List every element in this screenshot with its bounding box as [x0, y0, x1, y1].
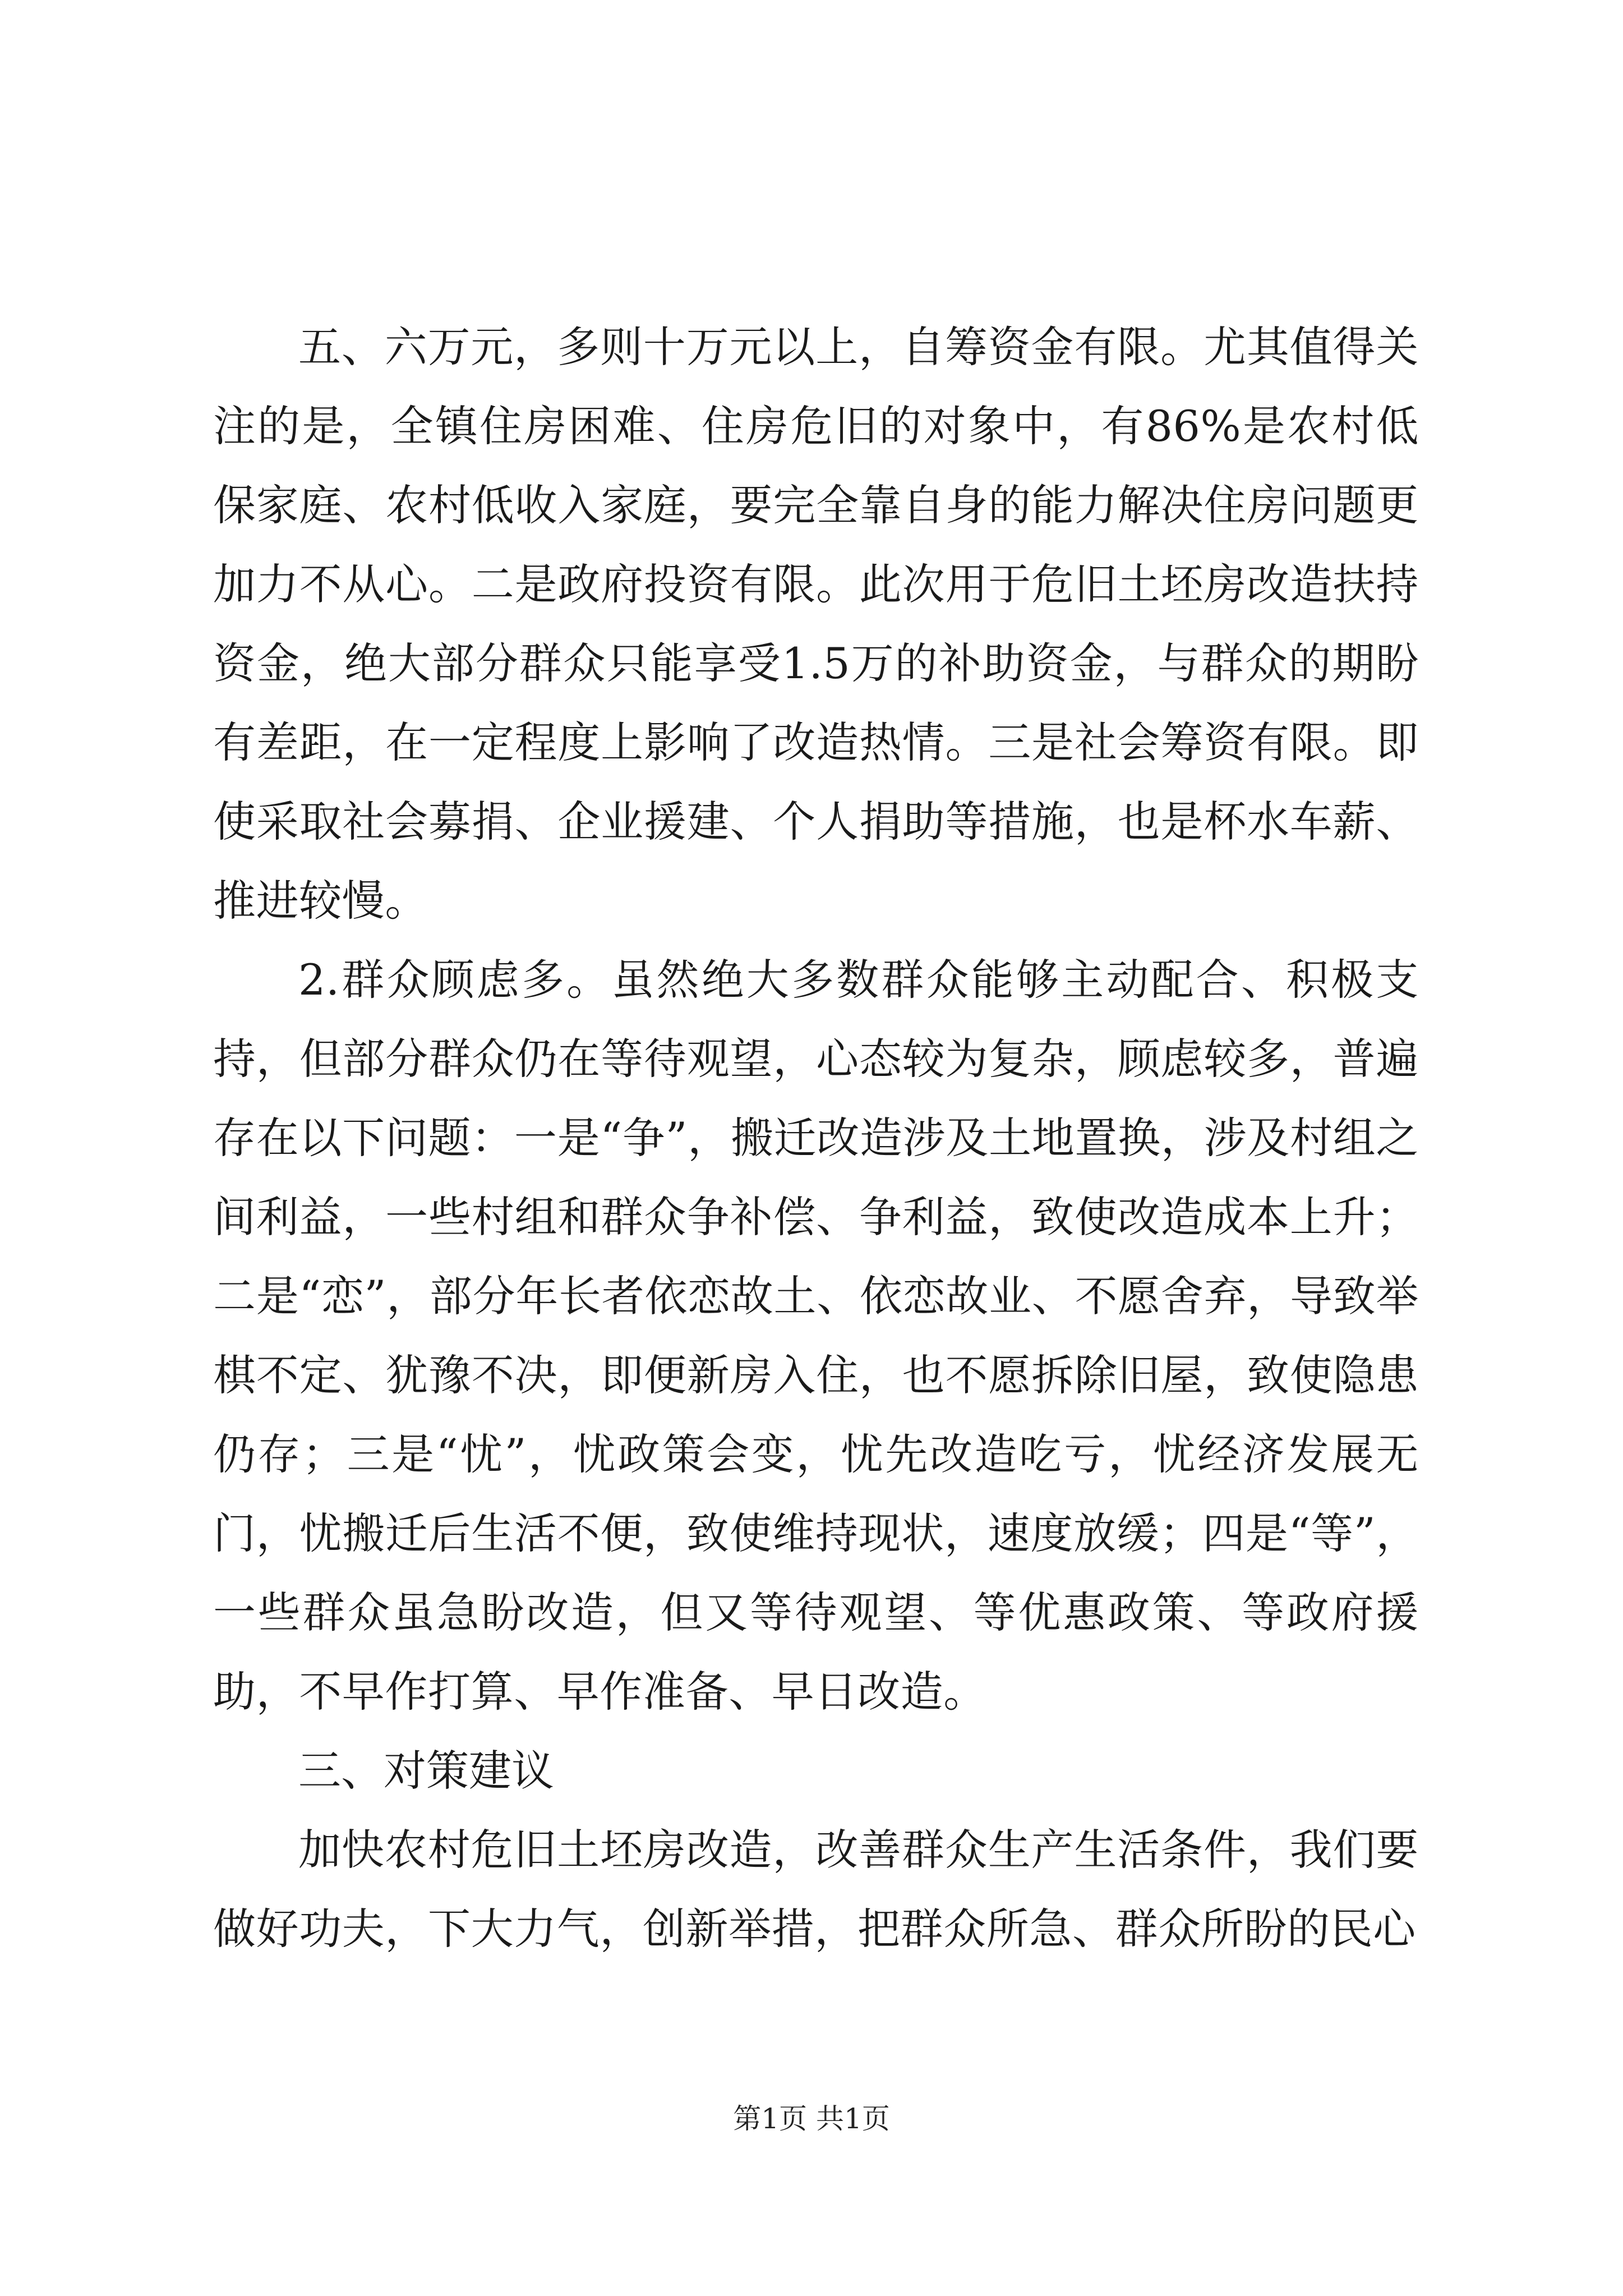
paragraph-concerns: 2.群众顾虑多。虽然绝大多数群众能够主动配合、积极支持，但部分群众仍在等待观望，心态较为复杂，顾虑较多，普遍存在以下问题：一是“争”，搬迁改造涉及土地置换，涉及村组之间利益，一些村组和群众争补偿、争利益，致使改造成本上升；二是“恋”，部分年长者依恋故土、依恋故业、不愿舍弃，导致举棋不定、犹豫不决，即便新房入住，也不愿拆除旧屋，致使隐患仍存；三是“忧”，忧政策会变，忧先改造吃亏，忧经济发展无门，忧搬迁后生活不便，致使维持现状，速度放缓；四是“等”，一些群众虽急盼改造，但又等待观望、等优惠政策、等政府援助，不早作打算、早作准备、早日改造。 — [213, 955, 1419, 1717]
page-footer: 第1页 共1页 — [733, 2102, 890, 2135]
document-body — [213, 307, 1419, 1968]
section-heading: 三、对策建议 — [298, 1746, 554, 1796]
paragraph-suggestions: 加快农村危旧土坯房改造，改善群众生产生活条件，我们要做好功夫，下大力气，创新举措，把群众所急、群众所盼的民心 — [213, 1825, 1419, 1954]
paragraph-funding: 五、六万元，多则十万元以上，自筹资金有限。尤其值得关注的是，全镇住房困难、住房危旧的对象中，有86%是农村低保家庭、农村低收入家庭，要完全靠自身的能力解决住房问题更加力不从心。二是政府投资有限。此次用于危旧土坯房改造扶持资金，绝大部分群众只能享受1.5万的补助资金，与群众的期盼有差距，在一定程度上影响了改造热情。三是社会筹资有限。即使采取社会募捐、企业援建、个人捐助等措施，也是杯水车薪、推进较慢。 — [213, 322, 1419, 926]
